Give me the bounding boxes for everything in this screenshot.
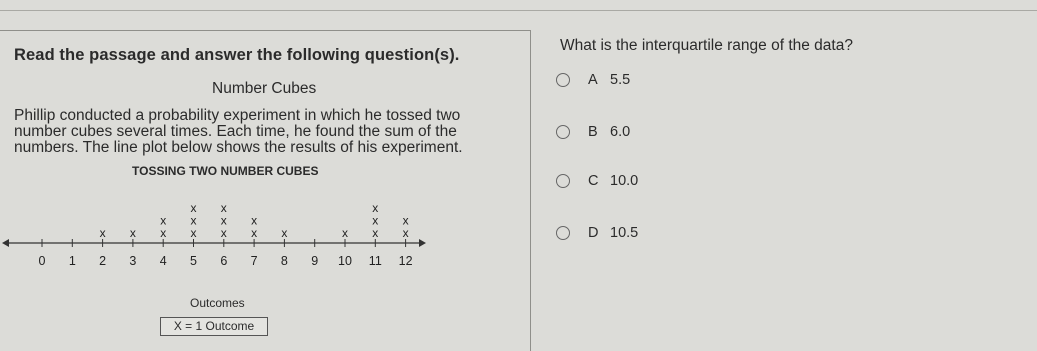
plot-marker: x xyxy=(99,226,106,240)
option-value: 10.5 xyxy=(610,225,639,241)
plot-marker: x xyxy=(190,226,197,240)
tick-label: 4 xyxy=(159,254,167,268)
passage-title: Number Cubes xyxy=(212,80,317,97)
top-divider xyxy=(0,10,1037,11)
plot-marker: x xyxy=(220,213,227,228)
option-value: 10.0 xyxy=(610,173,639,189)
plot-title: TOSSING TWO NUMBER CUBES xyxy=(132,164,319,178)
option-letter: B xyxy=(588,124,598,140)
passage-instruction: Read the passage and answer the following question(s). xyxy=(14,46,460,64)
plot-marker: x xyxy=(372,201,379,215)
option-c[interactable] xyxy=(556,173,638,189)
tick-label: 10 xyxy=(338,254,352,268)
tick-label: 8 xyxy=(280,254,288,268)
plot-marker: x xyxy=(220,226,227,240)
plot-marker: x xyxy=(281,226,288,240)
option-d[interactable] xyxy=(556,225,638,241)
passage-line: Phillip conducted a probability experiment in which he tossed two xyxy=(14,107,461,124)
plot-marker: x xyxy=(402,213,409,228)
plot-marker: x xyxy=(190,213,197,228)
radio-button[interactable] xyxy=(556,73,570,87)
tick-label: 12 xyxy=(398,254,413,268)
plot-marker: x xyxy=(342,226,348,240)
passage-line: number cubes several times. Each time, he found the sum of the xyxy=(14,123,457,140)
tick-label: 6 xyxy=(220,254,228,268)
option-a[interactable] xyxy=(556,72,630,88)
option-letter: C xyxy=(588,173,599,189)
plot-marker: x xyxy=(372,226,379,240)
plot-marker: x xyxy=(160,213,167,228)
option-letter: D xyxy=(588,225,599,241)
option-value: 5.5 xyxy=(610,72,631,88)
question-text: What is the interquartile range of the data? xyxy=(560,37,853,54)
line-plot xyxy=(0,180,440,295)
radio-button[interactable] xyxy=(556,125,570,139)
passage-text xyxy=(14,108,514,156)
tick-label: 9 xyxy=(311,254,319,268)
x-axis-label: Outcomes xyxy=(190,296,245,310)
tick-label: 1 xyxy=(68,254,76,268)
plot-marker: x xyxy=(251,213,258,228)
plot-marker: x xyxy=(372,213,379,228)
tick-label: 11 xyxy=(368,254,382,268)
option-letter: A xyxy=(588,72,598,88)
plot-marker: x xyxy=(190,201,197,215)
tick-label: 5 xyxy=(190,254,197,268)
tick-label: 7 xyxy=(250,254,258,268)
option-value: 6.0 xyxy=(610,124,631,140)
radio-button[interactable] xyxy=(556,174,570,188)
option-b[interactable] xyxy=(556,124,630,140)
tick-label: 2 xyxy=(99,254,107,268)
plot-marker: x xyxy=(220,201,227,215)
tick-label: 3 xyxy=(129,254,137,268)
plot-key: X = 1 Outcome xyxy=(160,317,268,336)
plot-marker: x xyxy=(402,226,409,240)
radio-button[interactable] xyxy=(556,226,570,240)
plot-marker: x xyxy=(251,226,258,240)
left-arrow-icon xyxy=(2,239,9,247)
right-arrow-icon xyxy=(419,239,426,247)
plot-marker: x xyxy=(160,226,167,240)
plot-marker: x xyxy=(129,226,136,240)
tick-label: 0 xyxy=(38,254,46,268)
passage-line: numbers. The line plot below shows the results of his experiment. xyxy=(14,139,463,156)
